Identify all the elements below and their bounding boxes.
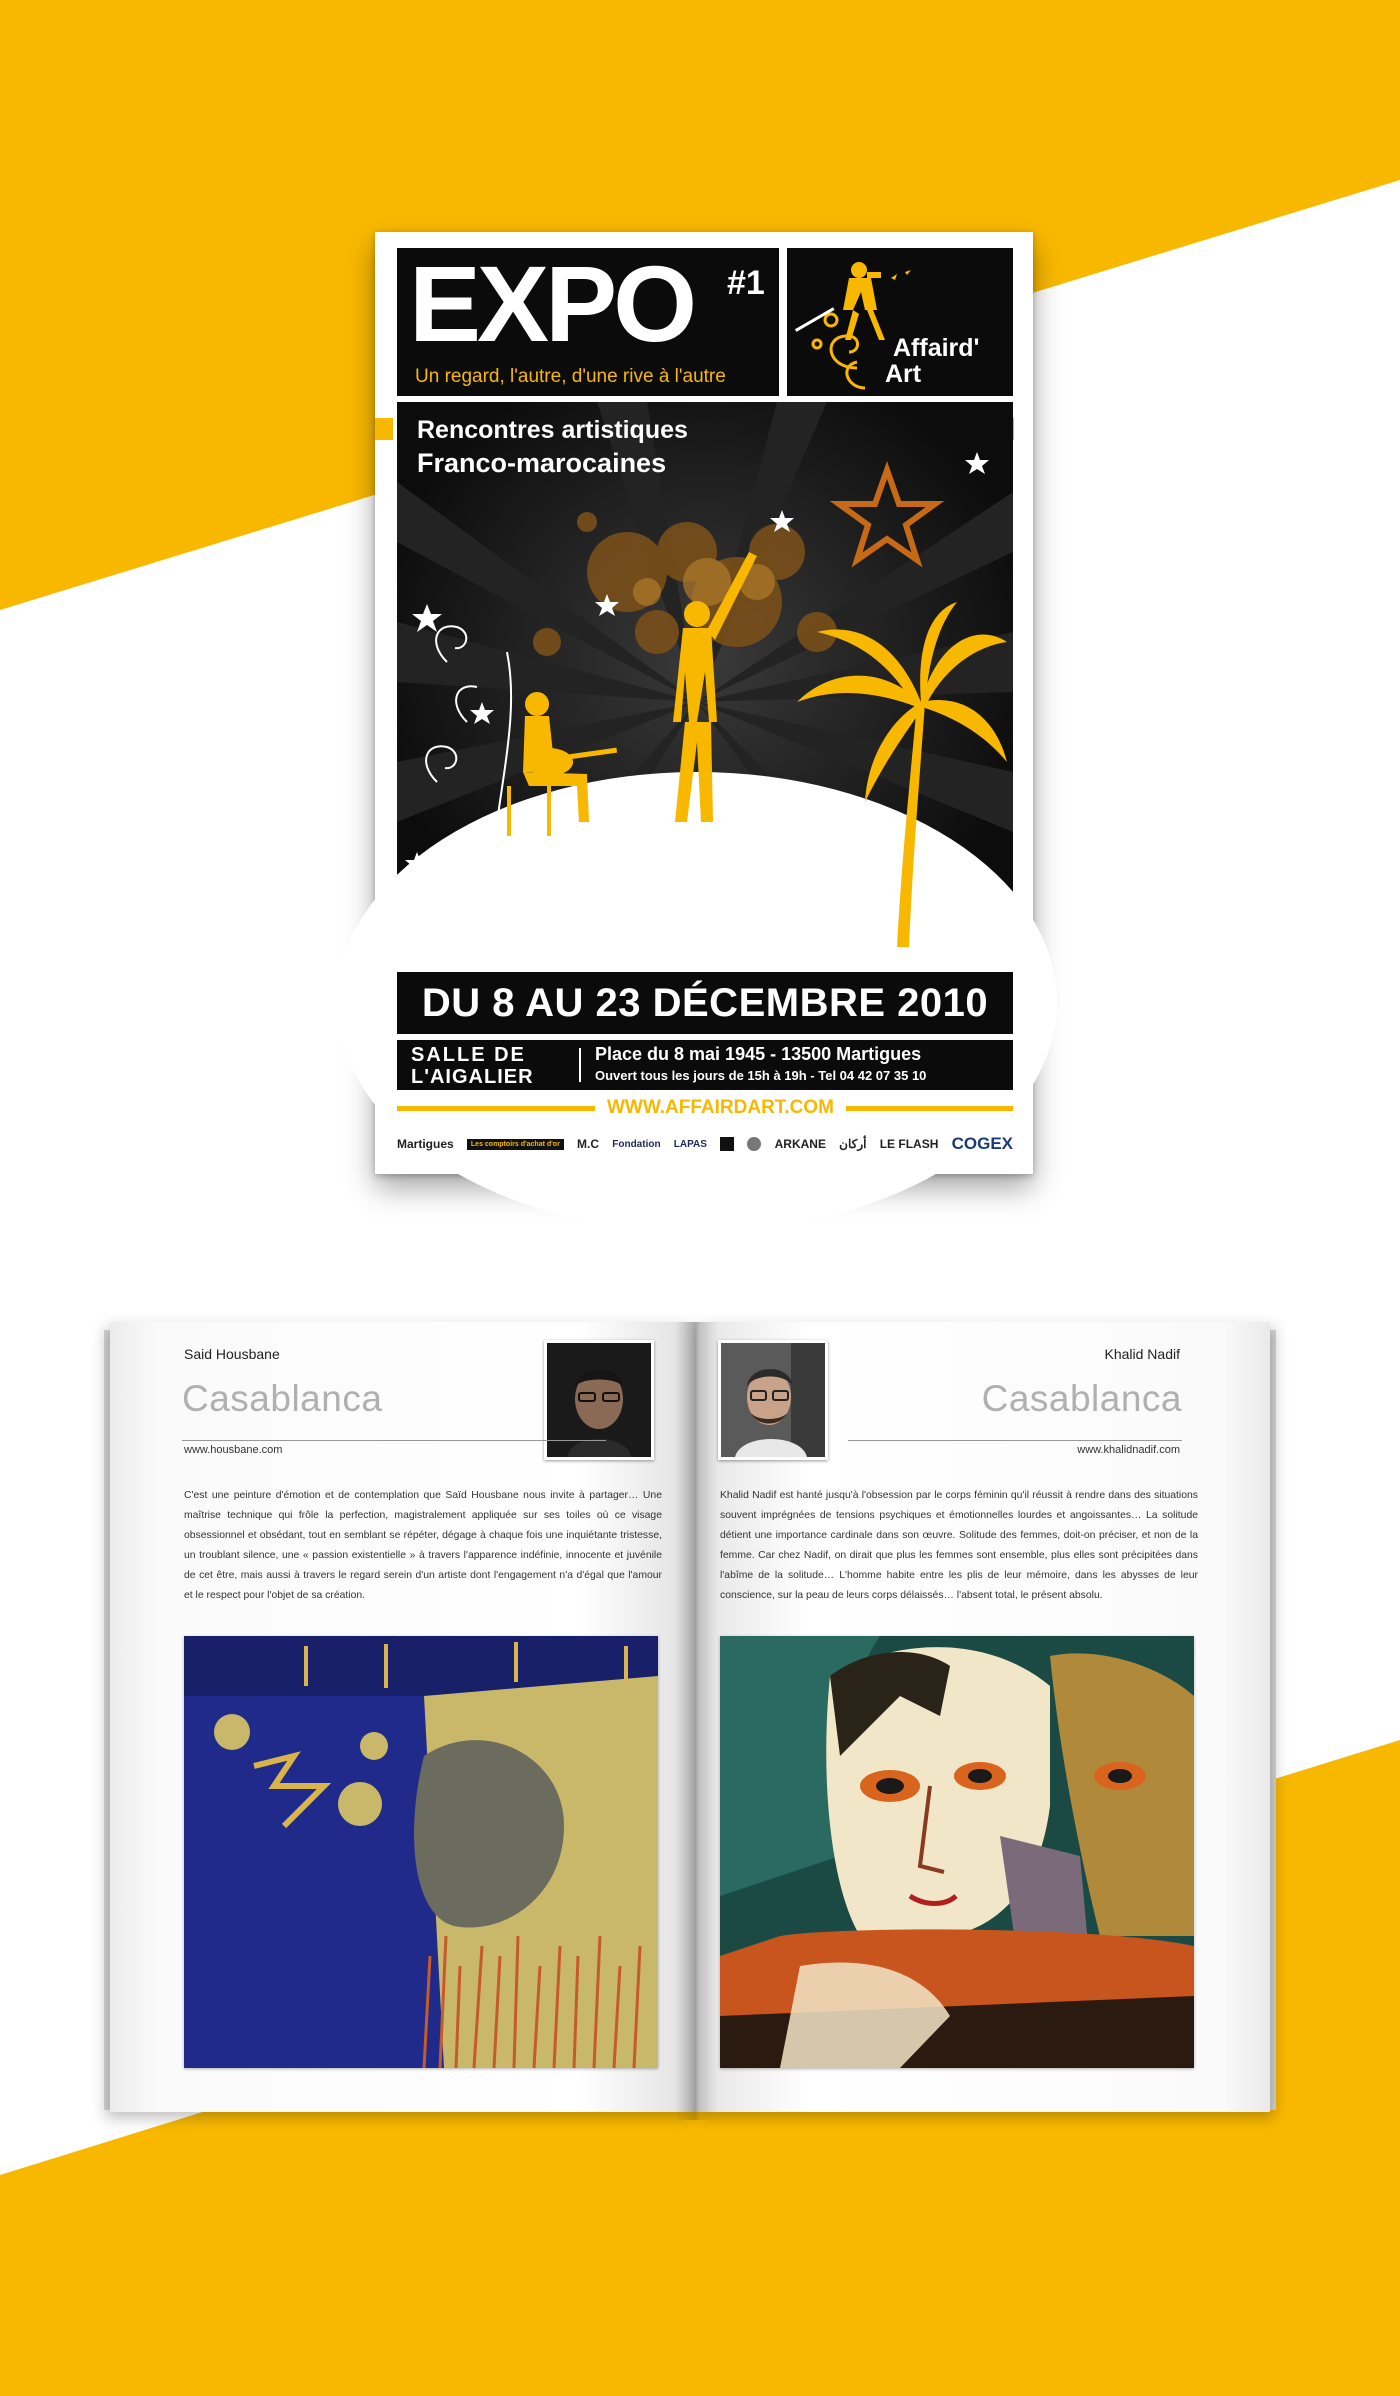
sponsor-logo-icon: [747, 1137, 761, 1151]
poster-website: WWW.AFFAIRDART.COM: [595, 1096, 846, 1120]
poster-title: EXPO: [409, 243, 694, 364]
artist-name: Said Housbane: [184, 1346, 280, 1362]
poster-illustration: [397, 402, 1024, 972]
header-rule: [848, 1440, 1182, 1441]
venue-block: [397, 1040, 1013, 1090]
poster-edition: #1: [727, 264, 765, 302]
brochure-page-right: [696, 1322, 1270, 2112]
artist-bio: C'est une peinture d'émotion et de contemplation que Saïd Housbane nous invite à partager… Une maîtrise technique qui frôle la perfection, magistralement appliquée sur ses toiles où ce visage obsessionnel et obsédant, tout en semblant se répéter, dégage à chaque fois une inquiétante tristesse, un troublant silence, une « passion existentielle » à travers l'apparence indéfinie, innocente et juvénile de cet être, mais aussi à travers le regard serein d'un artiste dont l'engagement n'a d'égal que l'amour et le respect pour l'objet de sa création.: [184, 1490, 662, 1601]
sponsor-logo: LAPAS: [673, 1138, 707, 1150]
affairdart-logo: [787, 248, 1013, 396]
logo-line-2: Art: [885, 360, 922, 388]
artist-city: Casablanca: [182, 1378, 383, 1419]
yellow-tab-left: [375, 418, 393, 440]
sponsor-logo: COGEX: [951, 1134, 1013, 1153]
artist-name: Khalid Nadif: [1104, 1346, 1180, 1362]
sponsor-logo: Les comptoirs d'achat d'or: [467, 1139, 564, 1150]
artist-city: Casablanca: [981, 1378, 1182, 1419]
sponsor-logo: Martigues: [397, 1137, 454, 1151]
poster-dates: DU 8 AU 23 DÉCEMBRE 2010: [397, 972, 1013, 1034]
venue-line-2: L'AIGALIER: [411, 1066, 534, 1088]
sponsor-logo: ARKANE: [774, 1137, 826, 1151]
artist-website: www.khalidnadif.com: [1077, 1444, 1180, 1456]
artwork-nadif: [720, 1636, 1194, 2068]
sponsor-logo: Fondation: [612, 1138, 661, 1150]
artist-portrait: [544, 1340, 654, 1460]
artist-bio: Khalid Nadif est hanté jusqu'à l'obsession par le corps féminin qu'il réussit à rendre dans des situations souvent imprégnées de tensions psychiques et émotionnelles lourdes et angoissantes… La solitude détient une importance cardinale dans son œuvre. Solitude des femmes, doit-on préciser, et non de la femme. Car chez Nadif, on dirait que plus les femmes sont ensemble, plus elles sont précipitées dans l'abîme de la solitude… L'homme habite entre les plis de leur mémoire, dans les abysses de leur conscience, sur la peau de leurs corps délaissés… l'absent total, le présent absolu.: [720, 1490, 1198, 1601]
venue-divider: [579, 1048, 581, 1082]
painting-image: [184, 1636, 658, 2068]
sponsor-logo-icon: [720, 1137, 734, 1151]
artist-website: www.housbane.com: [184, 1444, 283, 1456]
artwork-housbane: [184, 1636, 658, 2068]
brochure-spread: [110, 1322, 1270, 2120]
sponsor-logos: [397, 1124, 1013, 1164]
exhibition-poster: [375, 232, 1033, 1174]
logo-line-1: Affaird': [893, 334, 980, 362]
sponsor-logo: أركان: [839, 1137, 867, 1151]
venue-address: Place du 8 mai 1945 - 13500 Martigues: [595, 1044, 922, 1064]
website-bar: [375, 1096, 1033, 1120]
spine-shadow: [676, 1322, 716, 2120]
header-rule: [182, 1440, 606, 1441]
sponsor-logo: LE FLASH: [879, 1137, 939, 1151]
poster-subtitle-1: Rencontres artistiques: [417, 416, 688, 444]
poster-subtitle-2: Franco-marocaines: [417, 448, 667, 478]
night-scene-illustration: [397, 402, 1013, 972]
brochure-page-left: [110, 1322, 696, 2112]
venue-line-1: SALLE DE: [411, 1044, 526, 1066]
venue-hours: Ouvert tous les jours de 15h à 19h - Tel 04 42 07 35 10: [595, 1068, 927, 1083]
poster-tagline: Un regard, l'autre, d'une rive à l'autre: [415, 366, 726, 387]
artist-portrait: [718, 1340, 828, 1460]
portrait-photo: [721, 1343, 825, 1457]
design-credit: Communication : www.oggersmood.com: [1015, 822, 1024, 966]
painting-image: [720, 1636, 1194, 2068]
poster-title-block: [397, 243, 779, 396]
sponsor-logo: M.C: [577, 1137, 600, 1151]
